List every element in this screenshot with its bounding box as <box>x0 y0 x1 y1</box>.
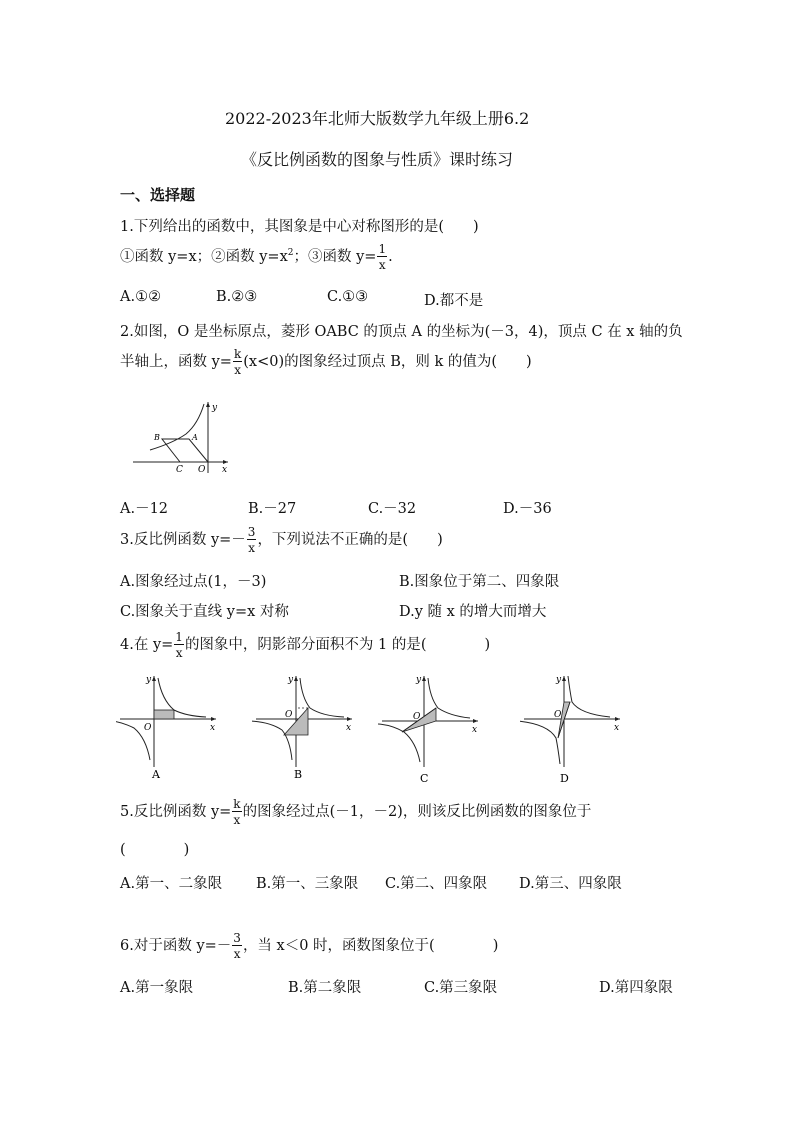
q6-stem: 6.对于函数 y=－ $\frac{3}{x}$ ，当 x＜0 时，函数图象位于( ) <box>120 931 499 961</box>
q4b-origin: O <box>285 710 293 720</box>
q5-option-a: A.第一、二象限 <box>120 876 223 892</box>
q1-functions: ①函数 y=x；②函数 $y=x^2$；③函数 y= $\frac{1}{x}$ . <box>120 242 393 272</box>
q1-func-a: ①函数 y=x；②函数 y=x <box>120 249 288 265</box>
q6-option-b: B.第二象限 <box>288 980 362 996</box>
q5-option-c: C.第二、四象限 <box>385 876 488 892</box>
q1-func-b: ；③函数 y= <box>293 249 377 265</box>
q2-option-a: A.－12 <box>120 501 169 517</box>
q4-figure-a <box>116 672 226 784</box>
q2-fig-o: O <box>198 465 206 475</box>
q2-rhombus-figure <box>128 398 238 476</box>
q5-stem: 5.反比例函数 y= $\frac{k}{x}$ 的图象经过点(－1，－2)，则该反比例函数的图象位于 <box>120 797 592 827</box>
q4-fraction: $\frac{1}{x}$ <box>175 630 183 660</box>
q1-stem: 1.下列给出的函数中，其图象是中心对称图形的是( ) <box>120 219 479 235</box>
q2-option-b: B.－27 <box>248 501 297 517</box>
q4b-axis-x: x <box>346 723 352 733</box>
q1-option-a: A.①② <box>120 289 162 305</box>
q4-label-c: C <box>420 772 429 784</box>
q3-option-b: B.图象位于第二、四象限 <box>399 574 560 590</box>
q2-option-c: C.－32 <box>368 501 417 517</box>
q4a-origin: O <box>144 723 152 733</box>
q2-fraction: $\frac{k}{x}$ <box>233 347 242 377</box>
q2-fig-y: y <box>212 403 218 413</box>
q1-fraction: $\frac{1}{x}$ <box>378 242 387 272</box>
q4-figure-b <box>252 672 362 784</box>
q4-label-d: D <box>560 772 569 784</box>
q3-stem: 3.反比例函数 y=－ $\frac{3}{x}$ ，下列说法不正确的是( ) <box>120 525 443 555</box>
q4b-axis-y: y <box>288 675 294 685</box>
q6-fraction: $\frac{3}{x}$ <box>233 931 241 961</box>
q2-stem: 2.如图，O 是坐标原点，菱形 OABC 的顶点 A 的坐标为(－3，4)，顶点 C 在 x 轴的负 <box>120 324 683 340</box>
section-heading: 一、选择题 <box>120 186 196 204</box>
q2-fig-a: A <box>192 433 198 442</box>
q4d-origin: O <box>554 710 562 720</box>
q2-option-d: D.－36 <box>503 501 552 517</box>
doc-title-line2: 《反比例函数的图象与性质》课时练习 <box>241 150 514 169</box>
q4-figure-c <box>378 672 488 784</box>
q2-fig-x: x <box>222 465 228 475</box>
q4c-axis-x: x <box>472 725 478 735</box>
q5-option-b: B.第一、三象限 <box>256 876 359 892</box>
q6-option-d: D.第四象限 <box>599 980 673 996</box>
q5-option-d: D.第三、四象限 <box>519 876 622 892</box>
q6-option-a: A.第一象限 <box>120 980 194 996</box>
q2-fig-b: B <box>154 433 160 442</box>
q4-figure-d <box>520 672 630 784</box>
q3-option-c: C.图象关于直线 y=x 对称 <box>120 604 289 620</box>
q4d-axis-y: y <box>556 675 562 685</box>
q1-sup: 2 <box>287 248 294 259</box>
q4a-axis-x: x <box>210 723 216 733</box>
q4a-axis-y: y <box>146 675 152 685</box>
q1-option-c: C.①③ <box>327 289 369 305</box>
q6-option-c: C.第三象限 <box>424 980 498 996</box>
doc-title-line1: 2022-2023年北师大版数学九年级上册6.2 <box>225 109 530 128</box>
q4-label-a: A <box>152 768 160 781</box>
q4c-origin: O <box>413 712 421 722</box>
q2-stem-line2: 半轴上，函数 y= $\frac{k}{x}$ (x<0)的图象经过顶点 B，则 k 的值为( ) <box>120 347 532 377</box>
q4-stem: 4.在 y= $\frac{1}{x}$ 的图象中，阴影部分面积不为 1 的是( ) <box>120 630 491 660</box>
q3-fraction: $\frac{3}{x}$ <box>247 525 256 555</box>
q3-option-d: D.y 随 x 的增大而增大 <box>399 604 547 620</box>
q1-option-d: D.都不是 <box>424 293 484 309</box>
q5-blank: ( ) <box>120 842 190 858</box>
q5-fraction: $\frac{k}{x}$ <box>233 797 241 827</box>
q4-label-b: B <box>294 768 303 781</box>
q2-fig-c: C <box>176 465 183 475</box>
q4d-axis-x: x <box>614 723 620 733</box>
q1-option-b: B.②③ <box>216 289 258 305</box>
q4c-axis-y: y <box>416 675 422 685</box>
q3-option-a: A.图象经过点(1，－3) <box>120 574 267 590</box>
